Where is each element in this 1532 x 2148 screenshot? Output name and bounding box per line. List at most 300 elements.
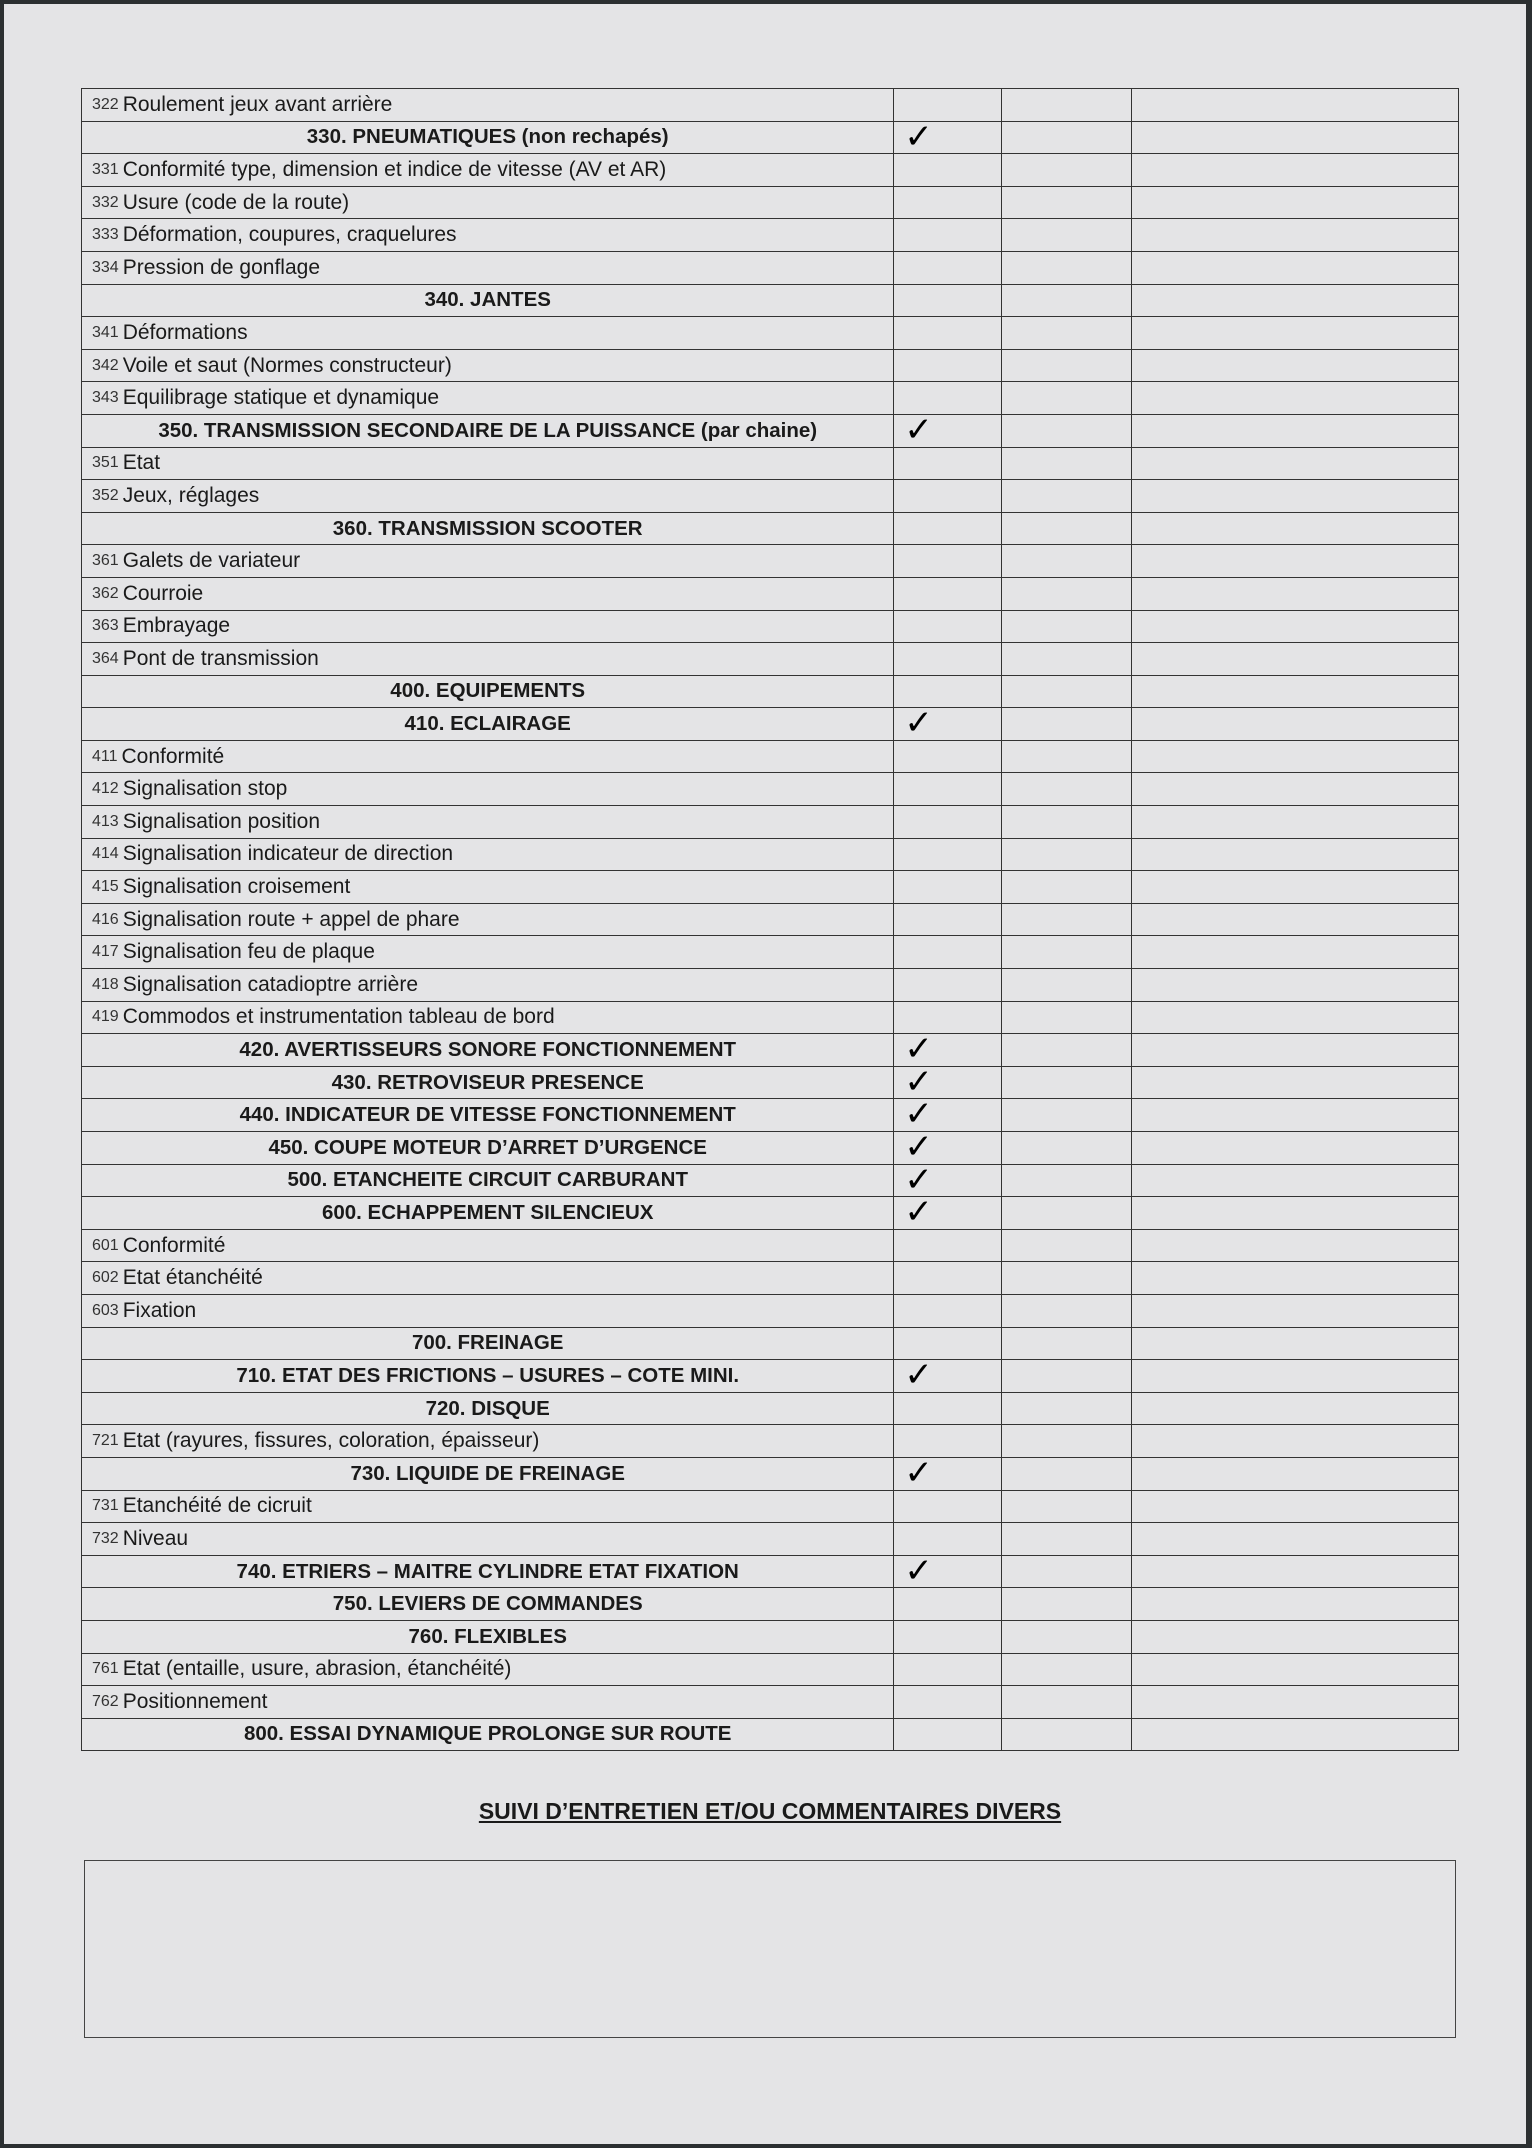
item-row [82,1262,1459,1295]
item-number: 603 [92,1301,119,1319]
remarks-cell[interactable] [1132,513,1459,545]
status-cell[interactable] [1002,513,1132,545]
remarks-cell[interactable] [1132,611,1459,643]
section-row [82,1719,1459,1752]
remarks-cell[interactable] [1132,122,1459,154]
status-cell[interactable] [1002,806,1132,838]
check-cell[interactable] [894,1550,1002,1591]
item-row [82,611,1459,644]
item-row [82,187,1459,220]
check-cell[interactable] [894,839,1002,871]
status-cell[interactable] [1002,773,1132,805]
item-label: Jeux, réglages [122,483,260,507]
status-cell[interactable] [1002,1491,1132,1523]
item-label: 600. ECHAPPEMENT SILENCIEUX [321,1200,654,1224]
section-row [82,1192,1459,1233]
section-row [82,1127,1459,1167]
status-cell[interactable] [1002,1719,1132,1751]
remarks-cell[interactable] [1132,1491,1459,1523]
status-cell[interactable] [1002,350,1132,382]
item-number: 415 [92,878,119,896]
item-label-cell [82,1295,894,1327]
checkmark-icon: ✓ [904,703,933,744]
item-label-cell [82,480,894,512]
item-label-cell [82,1719,894,1751]
item-label-cell [82,806,894,838]
status-cell[interactable] [1002,187,1132,219]
status-cell[interactable] [1002,1099,1132,1131]
item-row [82,936,1459,969]
checkmark-icon: ✓ [904,1192,933,1233]
check-cell[interactable] [894,1127,1002,1167]
status-cell[interactable] [1002,611,1132,643]
item-label: 730. LIQUIDE DE FREINAGE [350,1461,625,1485]
item-label-cell [82,1588,894,1620]
status-cell[interactable] [1002,252,1132,284]
item-row [82,448,1459,481]
item-label: 360. TRANSMISSION SCOOTER [332,516,643,540]
status-cell[interactable] [1002,545,1132,577]
status-cell[interactable] [1002,89,1132,121]
remarks-cell[interactable] [1132,741,1459,773]
item-label: Voile et saut (Normes constructeur) [122,353,452,377]
remarks-cell[interactable] [1132,1262,1459,1294]
remarks-cell[interactable] [1132,252,1459,284]
item-number: 601 [92,1236,119,1254]
remarks-cell[interactable] [1132,871,1459,903]
item-number: 332 [92,193,119,211]
status-cell[interactable] [1002,839,1132,871]
check-cell[interactable] [894,643,1002,675]
status-cell[interactable] [1002,1295,1132,1327]
status-cell[interactable] [1002,904,1132,936]
remarks-cell[interactable] [1132,839,1459,871]
status-cell[interactable] [1002,1230,1132,1262]
remarks-cell[interactable] [1132,643,1459,675]
item-label: 420. AVERTISSEURS SONORE FONCTIONNEMENT [239,1038,737,1062]
item-row [82,545,1459,578]
item-number: 602 [92,1269,119,1287]
status-cell[interactable] [1002,871,1132,903]
item-number: 364 [92,649,119,667]
check-cell[interactable] [894,1230,1002,1262]
remarks-cell[interactable] [1132,545,1459,577]
item-row [82,773,1459,806]
section-row [82,1328,1459,1361]
status-cell[interactable] [1002,1067,1132,1099]
item-label-cell [82,1621,894,1653]
remarks-cell[interactable] [1132,1556,1459,1588]
check-cell[interactable] [894,116,1002,157]
section-row [82,1355,1459,1396]
check-cell[interactable] [894,1523,1002,1555]
item-label-cell [82,350,894,382]
item-row [82,1491,1459,1524]
item-label: 410. ECLAIRAGE [404,712,571,736]
item-label: 700. FREINAGE [411,1331,564,1355]
remarks-cell[interactable] [1132,1458,1459,1490]
status-cell[interactable] [1002,1686,1132,1718]
item-label-cell [82,904,894,936]
check-cell[interactable] [894,703,1002,744]
check-cell[interactable] [894,904,1002,936]
item-label: Signalisation position [122,809,320,833]
checkmark-icon: ✓ [904,1061,933,1102]
item-label: Etat étanchéité [122,1266,263,1290]
remarks-cell[interactable] [1132,154,1459,186]
item-label-cell [82,1197,894,1229]
check-cell[interactable] [894,1192,1002,1233]
status-cell[interactable] [1002,1197,1132,1229]
item-number: 761 [92,1660,119,1678]
remarks-cell[interactable] [1132,904,1459,936]
item-label-cell [82,513,894,545]
item-row [82,1654,1459,1687]
remarks-cell[interactable] [1132,969,1459,1001]
inspection-checklist-table [81,88,1459,1751]
check-cell[interactable] [894,741,1002,773]
status-cell[interactable] [1002,1360,1132,1392]
item-label-cell [82,252,894,284]
item-label: Conformité [122,1233,226,1257]
item-number: 342 [92,356,119,374]
check-cell[interactable] [894,611,1002,643]
item-label-cell [82,154,894,186]
item-label: Conformité type, dimension et indice de vitesse (AV et AR) [122,157,667,181]
check-cell[interactable] [894,773,1002,805]
section-row [82,513,1459,546]
remarks-cell[interactable] [1132,1621,1459,1653]
status-cell[interactable] [1002,643,1132,675]
item-number: 331 [92,160,119,178]
item-label: 430. RETROVISEUR PRESENCE [331,1070,644,1094]
item-label-cell [82,936,894,968]
status-cell[interactable] [1002,1654,1132,1686]
item-row [82,904,1459,937]
remarks-cell[interactable] [1132,1425,1459,1457]
section-row [82,1452,1459,1493]
check-cell[interactable] [894,409,1002,450]
remarks-cell[interactable] [1132,219,1459,251]
status-cell[interactable] [1002,1132,1132,1164]
remarks-cell[interactable] [1132,676,1459,708]
check-cell[interactable] [894,448,1002,480]
status-cell[interactable] [1002,708,1132,740]
item-row [82,1686,1459,1719]
item-label-cell [82,219,894,251]
item-number: 412 [92,780,119,798]
status-cell[interactable] [1002,969,1132,1001]
item-row [82,154,1459,187]
remarks-cell[interactable] [1132,317,1459,349]
item-label: Conformité [121,744,225,768]
remarks-cell[interactable] [1132,382,1459,414]
check-cell[interactable] [894,187,1002,219]
section-row [82,1094,1459,1135]
status-cell[interactable] [1002,1262,1132,1294]
remarks-cell[interactable] [1132,1523,1459,1555]
remarks-cell[interactable] [1132,936,1459,968]
check-cell[interactable] [894,1491,1002,1523]
item-label-cell [82,1002,894,1034]
remarks-cell[interactable] [1132,1295,1459,1327]
remarks-cell[interactable] [1132,1165,1459,1197]
remarks-cell[interactable] [1132,773,1459,805]
check-cell[interactable] [894,545,1002,577]
item-number: 417 [92,943,119,961]
item-label-cell [82,676,894,708]
item-number: 361 [92,552,119,570]
check-cell[interactable] [894,1621,1002,1653]
status-cell[interactable] [1002,1034,1132,1066]
status-cell[interactable] [1002,448,1132,480]
item-label-cell [82,969,894,1001]
checkmark-icon: ✓ [904,1550,933,1591]
item-label: 500. ETANCHEITE CIRCUIT CARBURANT [287,1168,688,1192]
status-cell[interactable] [1002,219,1132,251]
item-label: 800. ESSAI DYNAMIQUE PROLONGE SUR ROUTE [243,1722,732,1746]
remarks-cell[interactable] [1132,187,1459,219]
item-label-cell [82,741,894,773]
item-row [82,480,1459,513]
section-row [82,1061,1459,1102]
remarks-cell[interactable] [1132,1002,1459,1034]
status-cell[interactable] [1002,1165,1132,1197]
item-label: Galets de variateur [122,549,301,573]
item-label-cell [82,1458,894,1490]
item-label: Etat (rayures, fissures, coloration, épaisseur) [122,1429,540,1453]
remarks-cell[interactable] [1132,1067,1459,1099]
item-label: Signalisation croisement [122,875,351,899]
remarks-cell[interactable] [1132,708,1459,740]
check-cell[interactable] [894,480,1002,512]
section-row [82,1550,1459,1591]
item-label-cell [82,1654,894,1686]
item-number: 732 [92,1529,119,1547]
status-cell[interactable] [1002,415,1132,447]
status-cell[interactable] [1002,1458,1132,1490]
item-label: 440. INDICATEUR DE VITESSE FONCTIONNEMENT [239,1103,736,1127]
check-cell[interactable] [894,1719,1002,1751]
item-label: Pression de gonflage [122,255,321,279]
check-cell[interactable] [894,1393,1002,1425]
item-label: Signalisation stop [122,777,288,801]
item-label: 720. DISQUE [425,1396,550,1420]
item-label-cell [82,708,894,740]
item-label: Pont de transmission [122,646,319,670]
check-cell[interactable] [894,154,1002,186]
remarks-cell[interactable] [1132,1588,1459,1620]
item-number: 731 [92,1497,119,1515]
item-row [82,969,1459,1002]
check-cell[interactable] [894,285,1002,317]
check-cell[interactable] [894,513,1002,545]
item-label-cell [82,611,894,643]
check-cell[interactable] [894,1262,1002,1294]
check-cell[interactable] [894,219,1002,251]
item-row [82,1230,1459,1263]
section-row [82,703,1459,744]
item-label-cell [82,1165,894,1197]
status-cell[interactable] [1002,578,1132,610]
item-label-cell [82,1523,894,1555]
item-label-cell [82,89,894,121]
item-label-cell [82,1132,894,1164]
check-cell[interactable] [894,252,1002,284]
check-cell[interactable] [894,1355,1002,1396]
section-row [82,1029,1459,1070]
item-number: 411 [92,747,118,765]
status-cell[interactable] [1002,1556,1132,1588]
item-number: 352 [92,486,119,504]
item-number: 419 [92,1008,119,1026]
item-number: 418 [92,975,119,993]
item-label-cell [82,187,894,219]
item-label-cell [82,1686,894,1718]
remarks-cell[interactable] [1132,806,1459,838]
remarks-cell[interactable] [1132,1034,1459,1066]
remarks-cell[interactable] [1132,1197,1459,1229]
check-cell[interactable] [894,936,1002,968]
item-row [82,1523,1459,1556]
check-cell[interactable] [894,806,1002,838]
item-number: 341 [92,323,119,341]
item-row [82,1002,1459,1035]
item-label: 760. FLEXIBLES [408,1624,567,1648]
status-cell[interactable] [1002,480,1132,512]
status-cell[interactable] [1002,1393,1132,1425]
status-cell[interactable] [1002,1002,1132,1034]
status-cell[interactable] [1002,1328,1132,1360]
remarks-cell[interactable] [1132,1328,1459,1360]
checkmark-icon: ✓ [904,1452,933,1493]
item-label: Positionnement [122,1689,268,1713]
check-cell[interactable] [894,89,1002,121]
status-cell[interactable] [1002,1621,1132,1653]
item-label: 710. ETAT DES FRICTIONS – USURES – COTE MINI. [236,1363,740,1387]
status-cell[interactable] [1002,122,1132,154]
item-number: 762 [92,1692,119,1710]
item-label: 400. EQUIPEMENTS [390,679,586,703]
status-cell[interactable] [1002,1523,1132,1555]
section-row [82,1393,1459,1426]
status-cell[interactable] [1002,676,1132,708]
comments-box[interactable] [84,1860,1456,2038]
check-cell[interactable] [894,1654,1002,1686]
item-number: 362 [92,584,119,602]
check-cell[interactable] [894,969,1002,1001]
item-number: 333 [92,226,119,244]
status-cell[interactable] [1002,1425,1132,1457]
checkmark-icon: ✓ [904,1029,933,1070]
status-cell[interactable] [1002,741,1132,773]
item-row [82,806,1459,839]
remarks-cell[interactable] [1132,1099,1459,1131]
item-label: Signalisation route + appel de phare [122,907,460,931]
item-label-cell [82,871,894,903]
item-label-cell [82,1491,894,1523]
check-cell[interactable] [894,578,1002,610]
item-label-cell [82,1099,894,1131]
remarks-cell[interactable] [1132,480,1459,512]
item-label: 330. PNEUMATIQUES (non rechapés) [306,125,669,149]
item-label-cell [82,122,894,154]
status-cell[interactable] [1002,1588,1132,1620]
status-cell[interactable] [1002,382,1132,414]
check-cell[interactable] [894,1295,1002,1327]
item-label: Niveau [122,1526,189,1550]
item-label-cell [82,773,894,805]
check-cell[interactable] [894,1588,1002,1620]
item-label: Etat (entaille, usure, abrasion, étanchéité) [122,1657,512,1681]
section-row [82,116,1459,157]
item-label: 750. LEVIERS DE COMMANDES [332,1592,643,1616]
remarks-cell[interactable] [1132,1719,1459,1751]
status-cell[interactable] [1002,936,1132,968]
remarks-cell[interactable] [1132,1360,1459,1392]
item-label: Etat [122,451,161,475]
remarks-cell[interactable] [1132,285,1459,317]
status-cell[interactable] [1002,285,1132,317]
remarks-cell[interactable] [1132,448,1459,480]
item-label-cell [82,578,894,610]
item-number: 414 [92,845,119,863]
item-label-cell [82,1425,894,1457]
status-cell[interactable] [1002,317,1132,349]
remarks-cell[interactable] [1132,578,1459,610]
item-number: 334 [92,258,119,276]
check-cell[interactable] [894,871,1002,903]
item-label-cell [82,1034,894,1066]
check-cell[interactable] [894,1452,1002,1493]
item-label: Roulement jeux avant arrière [122,92,393,116]
item-number: 413 [92,812,119,830]
item-number: 322 [92,95,119,113]
item-label-cell [82,317,894,349]
section-row [82,1159,1459,1200]
remarks-cell[interactable] [1132,1230,1459,1262]
section-row [82,285,1459,318]
item-label-cell [82,448,894,480]
check-cell[interactable] [894,317,1002,349]
check-cell[interactable] [894,350,1002,382]
item-label: Courroie [122,581,204,605]
item-label-cell [82,1393,894,1425]
section-row [82,676,1459,709]
section-row [82,1621,1459,1654]
remarks-cell[interactable] [1132,350,1459,382]
remarks-cell[interactable] [1132,89,1459,121]
paper-sheet [4,4,1526,2144]
status-cell[interactable] [1002,154,1132,186]
remarks-cell[interactable] [1132,1654,1459,1686]
check-cell[interactable] [894,1686,1002,1718]
item-number: 363 [92,617,119,635]
remarks-cell[interactable] [1132,1686,1459,1718]
item-label-cell [82,545,894,577]
checkmark-icon: ✓ [904,1355,933,1396]
item-label: Usure (code de la route) [122,190,350,214]
item-label: Signalisation feu de plaque [122,940,375,964]
item-number: 351 [92,454,119,472]
remarks-cell[interactable] [1132,415,1459,447]
section-row [82,409,1459,450]
remarks-cell[interactable] [1132,1393,1459,1425]
item-row [82,871,1459,904]
remarks-cell[interactable] [1132,1132,1459,1164]
item-label-cell [82,643,894,675]
item-number: 721 [92,1432,119,1450]
